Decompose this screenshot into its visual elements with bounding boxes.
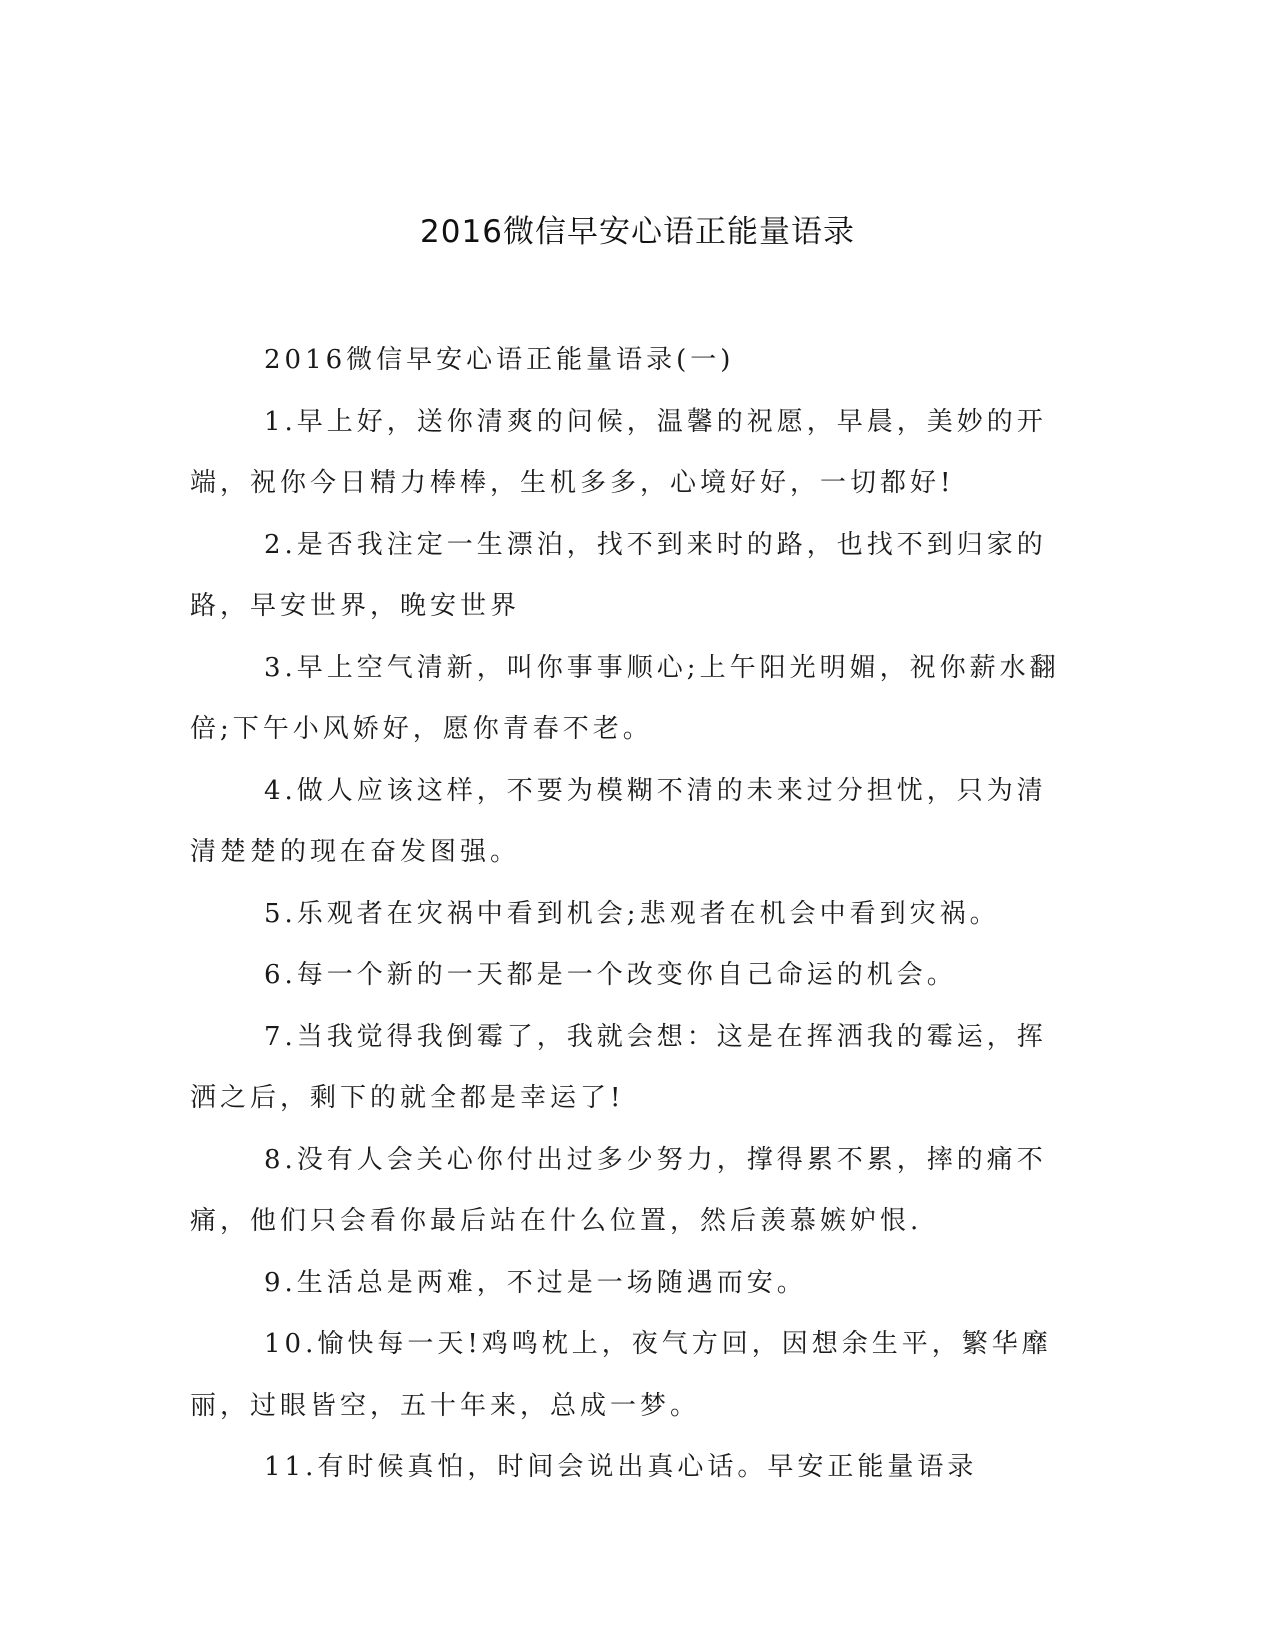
quote-item-3: 3.早上空气清新，叫你事事顺心;上午阳光明媚，祝你薪水翻倍;下午小风娇好，愿你青春不老。	[190, 652, 1060, 744]
quote-item-1: 1.早上好，送你清爽的问候，温馨的祝愿，早晨，美妙的开端，祝你今日精力棒棒，生机多多，心境好好，一切都好!	[190, 406, 1047, 498]
quote-item-6: 6.每一个新的一天都是一个改变你自己命运的机会。	[264, 960, 957, 990]
quote-item-8: 8.没有人会关心你付出过多少努力，撑得累不累，摔的痛不痛，他们只会看你最后站在什么位置，然后羡慕嫉妒恨.	[190, 1144, 1047, 1236]
quote-item-5: 5.乐观者在灾祸中看到机会;悲观者在机会中看到灾祸。	[264, 898, 1000, 929]
quote-item-4: 4.做人应该这样，不要为模糊不清的未来过分担忧，只为清清楚楚的现在奋发图强。	[190, 775, 1047, 867]
quote-item-9: 9.生活总是两难，不过是一场随遇而安。	[264, 1267, 807, 1298]
document-title: 2016微信早安心语正能量语录	[420, 214, 855, 250]
document-body	[190, 330, 1072, 1499]
quote-item-11: 11.有时候真怕，时间会说出真心话。早安正能量语录	[264, 1452, 978, 1482]
section-heading: 2016微信早安心语正能量语录(一)	[264, 345, 735, 375]
quote-item-10: 10.愉快每一天!鸡鸣枕上，夜气方回，因想余生平，繁华靡丽，过眼皆空，五十年来，总成一梦。	[190, 1329, 1052, 1421]
quote-item-2: 2.是否我注定一生漂泊，找不到来时的路，也找不到归家的路，早安世界，晚安世界	[190, 529, 1047, 621]
quote-item-7: 7.当我觉得我倒霉了，我就会想：这是在挥洒我的霉运，挥洒之后，剩下的就全都是幸运了!	[190, 1021, 1047, 1113]
